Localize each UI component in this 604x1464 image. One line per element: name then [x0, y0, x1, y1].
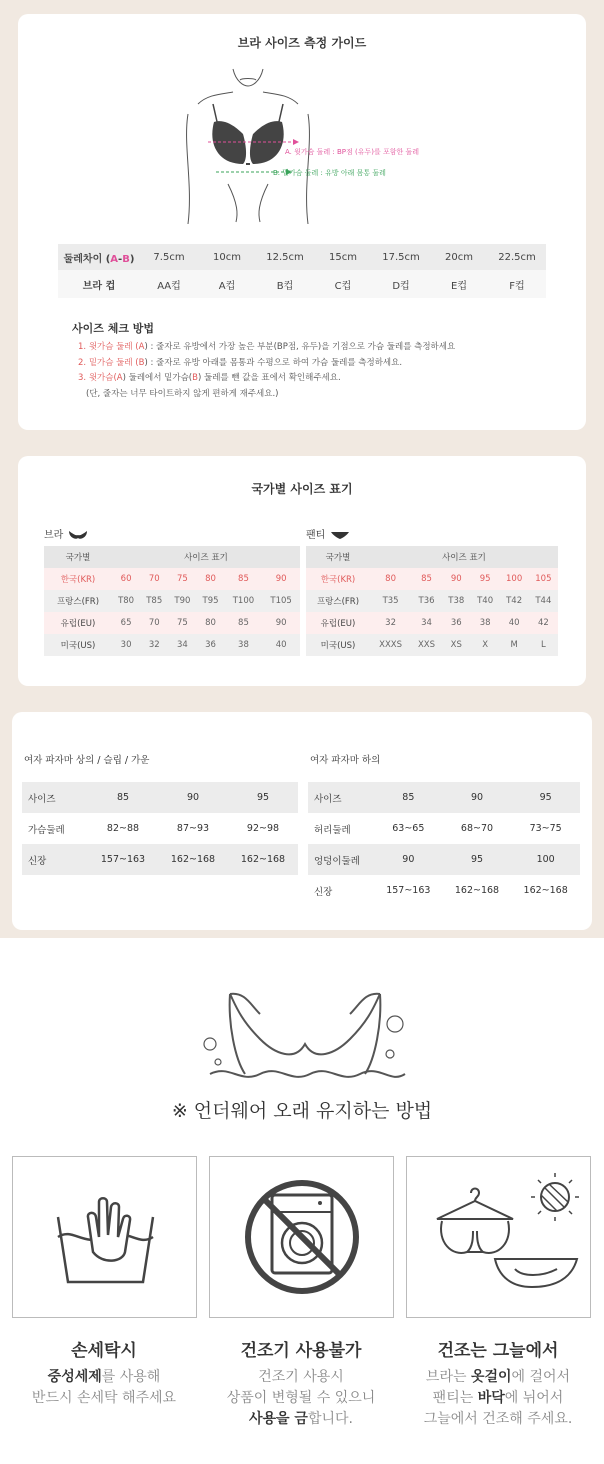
- cell: T40: [471, 590, 500, 612]
- row-label: 유럽(EU): [320, 619, 356, 629]
- cup-value: B컵: [276, 280, 294, 292]
- table-row: [44, 612, 300, 634]
- cell: 32: [385, 618, 396, 628]
- cell: 75: [168, 612, 196, 634]
- cell: 90: [262, 568, 300, 590]
- header-size: 사이즈 표기: [370, 546, 558, 568]
- table-row: [22, 844, 298, 875]
- cup-value: C컵: [334, 280, 352, 292]
- row-label: 미국(US): [306, 634, 370, 656]
- cell: 85: [411, 568, 442, 590]
- row-label: 신장: [22, 844, 88, 875]
- bra-guide-card: [18, 14, 586, 430]
- cell: 95: [511, 782, 580, 813]
- table-row: [306, 568, 558, 590]
- cell: 36: [450, 618, 462, 628]
- row-label: 가슴둘레: [28, 824, 65, 836]
- row-label: 사이즈: [308, 782, 374, 813]
- bra-left-cup: [212, 121, 246, 164]
- table-row: [306, 546, 558, 568]
- cell: 100: [500, 568, 529, 590]
- table-row: [22, 782, 298, 813]
- cell: 92~98: [246, 823, 280, 834]
- cell: 85: [88, 782, 158, 813]
- table-row: [306, 634, 558, 656]
- no-dryer-caption: [201, 1336, 401, 1430]
- cell: 68~70: [460, 823, 494, 834]
- cell: 90: [442, 568, 471, 590]
- shade-dry-desc: 브라는 옷걸이에 걸어서 팬티는 바닥에 뉘어서 그늘에서 건조해 주세요.: [423, 1369, 573, 1427]
- cell: XXXS: [370, 634, 411, 656]
- cell: T35: [370, 590, 411, 612]
- panty-label: 팬티: [306, 526, 351, 541]
- row-label: 미국(US): [44, 634, 112, 656]
- no-dryer-icon: [210, 1157, 395, 1319]
- cell: 87~93: [176, 823, 210, 834]
- panty-icon: [329, 529, 351, 541]
- country-size-card: [18, 456, 586, 686]
- cell: M: [500, 634, 529, 656]
- cell: 157~163: [88, 844, 158, 875]
- row-label: 허리둘레: [314, 824, 351, 836]
- cell: 36: [196, 634, 224, 656]
- diff-value: 17.5cm: [382, 251, 420, 263]
- bra-right-cup: [250, 121, 284, 164]
- cell: 157~163: [386, 885, 431, 896]
- bra-guide-title: 브라 사이즈 측정 가이드: [237, 36, 367, 50]
- header-country: 국가별: [44, 546, 112, 568]
- check-step-3: 3. 윗가슴(A) 둘레에서 밑가슴(B) 둘레를 뺀 값을 표에서 확인해주세요.: [78, 373, 341, 383]
- cup-value: D컵: [392, 280, 410, 292]
- cell: 32: [140, 634, 168, 656]
- cell: 90: [262, 612, 300, 634]
- cell: T38: [442, 590, 471, 612]
- pajama-top-table: [22, 782, 298, 875]
- care-section: [0, 938, 604, 1464]
- cell: 85: [225, 568, 263, 590]
- cell: 90: [158, 782, 228, 813]
- shade-dry-box: [406, 1156, 591, 1318]
- cup-table-row-diff: [58, 244, 546, 270]
- diff-value: 10cm: [213, 251, 241, 263]
- cell: 85: [225, 612, 263, 634]
- cell: XS: [442, 634, 471, 656]
- cell: 75: [168, 568, 196, 590]
- bra-size-table: [44, 546, 300, 656]
- check-note: (단, 줄자는 너무 타이트하지 않게 편하게 재주세요.): [86, 388, 279, 399]
- panty-size-table: [306, 546, 558, 656]
- cell: 162~168: [228, 844, 298, 875]
- cell: 40: [508, 618, 520, 628]
- cell: 82~88: [106, 823, 140, 834]
- cell: 38: [225, 634, 263, 656]
- cup-size-table: [58, 244, 546, 298]
- hand-wash-icon: [13, 1157, 198, 1319]
- cell: 40: [262, 634, 300, 656]
- cell: 80: [196, 612, 224, 634]
- hand-wash-box: [12, 1156, 197, 1318]
- diff-value: 12.5cm: [266, 251, 304, 263]
- diff-value: 22.5cm: [498, 251, 536, 263]
- table-row: [308, 875, 580, 906]
- cell: 70: [140, 612, 168, 634]
- no-dryer-box: [209, 1156, 394, 1318]
- cell: 90: [374, 844, 443, 875]
- cell: 95: [228, 782, 298, 813]
- cell: XXS: [411, 634, 442, 656]
- cell: L: [529, 634, 558, 656]
- row-label: 프랑스(FR): [306, 590, 370, 612]
- no-dryer-desc: 건조기 사용시 상품이 변형될 수 있으니 사용을 금합니다.: [226, 1369, 376, 1427]
- cup-value: E컵: [451, 280, 467, 292]
- table-row: [44, 568, 300, 590]
- label-b: B. 밑가슴 둘레 : 유방 아래 몸통 둘레: [273, 169, 386, 177]
- check-title: 사이즈 체크 방법: [72, 322, 155, 335]
- cell: 65: [112, 612, 140, 634]
- cup-table-diff-label: 둘레차이 (A-B): [63, 253, 135, 265]
- cell: 34: [168, 634, 196, 656]
- header-size: 사이즈 표기: [112, 546, 300, 568]
- check-steps: [78, 340, 455, 402]
- diff-value: 15cm: [329, 251, 357, 263]
- table-row: [308, 782, 580, 813]
- check-step-2: 2. 밑가슴 둘레 (B) : 줄자로 유방 아래를 몸통과 수평으로 하여 가슴 둘레를 측정하세요.: [78, 357, 403, 368]
- cell: 80: [196, 568, 224, 590]
- cell: 162~168: [454, 885, 500, 896]
- pajama-top-title: 여자 파자마 상의 / 슬립 / 가운: [24, 755, 150, 766]
- pajama-bottom-table: [308, 782, 580, 906]
- bra-icon: [67, 529, 89, 541]
- row-label: 사이즈: [22, 782, 88, 813]
- table-row: [308, 813, 580, 844]
- shade-dry-caption: [398, 1336, 598, 1430]
- label-a: A. 윗가슴 둘레 : BP점 (유두)를 포함한 둘레: [285, 148, 419, 156]
- table-row: [306, 590, 558, 612]
- no-dryer-heading: 건조기 사용불가: [240, 1341, 362, 1361]
- cell: 95: [471, 568, 500, 590]
- cell: 100: [511, 844, 580, 875]
- table-row: [308, 844, 580, 875]
- cell: 85: [374, 782, 443, 813]
- diff-value: 20cm: [445, 251, 473, 263]
- cell: 95: [443, 844, 512, 875]
- cell: T100: [225, 590, 263, 612]
- row-label: 엉덩이둘레: [308, 844, 374, 875]
- cup-table-row-cup: [58, 270, 546, 298]
- table-row: [44, 634, 300, 656]
- cell: 80: [370, 568, 411, 590]
- cell: T85: [140, 590, 168, 612]
- cell: T105: [262, 590, 300, 612]
- shade-dry-heading: 건조는 그늘에서: [437, 1341, 559, 1361]
- cup-value: A컵: [218, 280, 236, 292]
- cell: 90: [443, 782, 512, 813]
- hand-wash-desc: 중성세제를 사용해 반드시 손세탁 해주세요: [31, 1369, 177, 1406]
- cell: T95: [196, 590, 224, 612]
- row-label: 신장: [314, 886, 333, 898]
- header-country: 국가별: [306, 546, 370, 568]
- cell: 105: [529, 568, 558, 590]
- table-row: [306, 612, 558, 634]
- table-row: [44, 546, 300, 568]
- hand-wash-heading: 손세탁시: [71, 1341, 137, 1361]
- cup-value: F컵: [509, 280, 525, 292]
- shade-dry-icon: [407, 1157, 592, 1319]
- cell: 60: [112, 568, 140, 590]
- table-row: [22, 813, 298, 844]
- cup-value: AA컵: [157, 280, 181, 292]
- country-title: 국가별 사이즈 표기: [251, 482, 353, 496]
- cell: 162~168: [523, 885, 568, 896]
- cell: T36: [411, 590, 442, 612]
- cell: T80: [112, 590, 140, 612]
- care-title: ※ 언더웨어 오래 유지하는 방법: [171, 1100, 433, 1122]
- cell: T42: [500, 590, 529, 612]
- cell: 162~168: [158, 844, 228, 875]
- pajama-bottom-title: 여자 파자마 하의: [310, 755, 381, 766]
- hand-wash-caption: [4, 1336, 204, 1409]
- cell: 34: [421, 618, 432, 628]
- check-step-1: 1. 윗가슴 둘레 (A) : 줄자로 유방에서 가장 높은 부분(BP점, 유두)을 기점으로 가슴 둘레를 측정하세요: [78, 342, 456, 352]
- row-label: 프랑스(FR): [44, 590, 112, 612]
- cell: 63~65: [392, 823, 425, 834]
- table-row: [44, 590, 300, 612]
- cell: 70: [140, 568, 168, 590]
- diff-value: 7.5cm: [153, 251, 185, 263]
- cell: 73~75: [529, 823, 562, 834]
- cell: 30: [112, 634, 140, 656]
- bra-label: 브라: [44, 526, 89, 541]
- bra-wash-illustration: [190, 964, 420, 1094]
- row-label: 한국(KR): [44, 568, 112, 590]
- cell: 38: [479, 618, 491, 628]
- row-label: 한국(KR): [306, 568, 370, 590]
- cell: T90: [168, 590, 196, 612]
- cell: X: [471, 634, 500, 656]
- cell: 42: [537, 618, 549, 628]
- pajama-size-card: [12, 712, 592, 930]
- cup-table-cup-label: 브라 컵: [82, 280, 116, 292]
- cell: T44: [529, 590, 558, 612]
- row-label: 유럽(EU): [44, 612, 112, 634]
